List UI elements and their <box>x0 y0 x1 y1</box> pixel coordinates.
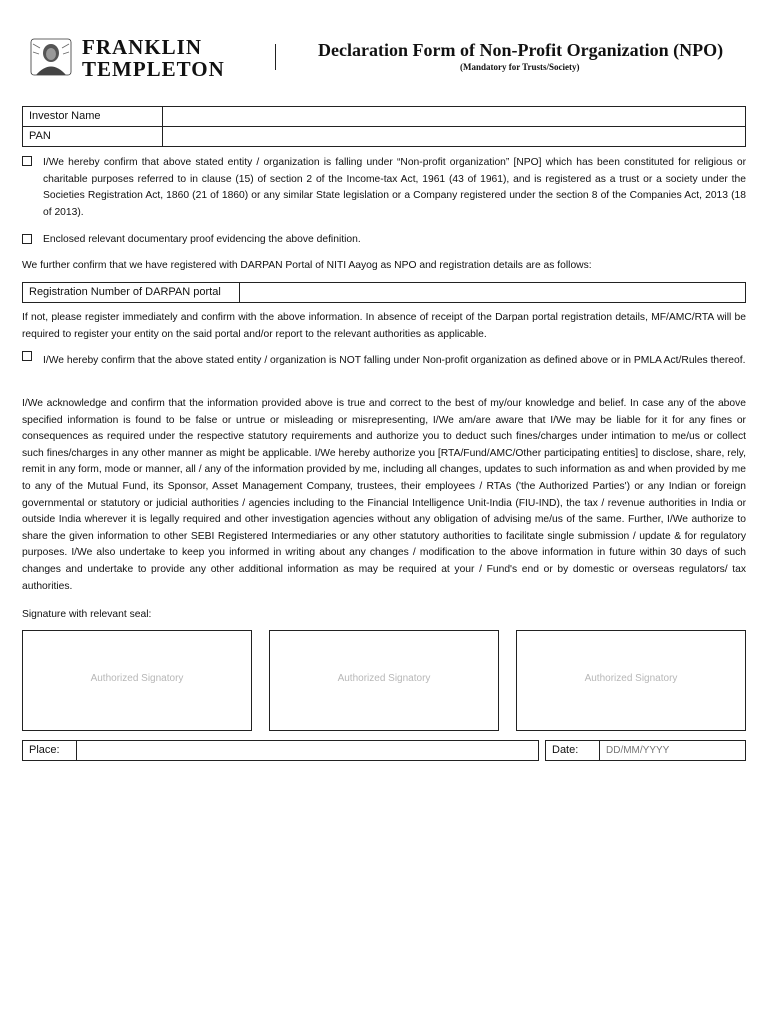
darpan-intro-text: We further confirm that we have registered with DARPAN Portal of NITI Aayog as NPO and registration details are as follows: <box>22 260 592 271</box>
signature-box-1[interactable] <box>22 630 252 731</box>
place-label: Place: <box>23 741 77 760</box>
darpan-registration-input[interactable] <box>240 283 745 302</box>
npo-confirm-checkbox[interactable] <box>22 156 32 166</box>
place-input[interactable] <box>77 741 538 760</box>
acknowledgement-text: I/We acknowledge and confirm that the information provided above is true and correct to the best of my/our knowledge and belief. In case any of the above specified information is found to be false or untrue or misleading or misrepresenting, I/We am/are aware that I/We may be liable for it for any fines or consequences as required under the respective statutory requirements and authorize you to deduct such fines/charges under intimation to me/us or collect such fines/charges in any other manner as might be applicable. I/We hereby authorize you [RTA/Fund/AMC/Other participating entities] to disclose, share, rely, remit in any form, mode or manner, all / any of the information provided by me, including all changes, updates to such information as and when provided by me to any of the Mutual Fund, its Sponsor, Asset Management Company, trustees, their employees / RTAs ('the Authorized Parties') or any Indian or foreign governmental or statutory or judicial authorities / agencies including to the Financial Intelligence Unit-India (FIU-IND), the tax / revenue authorities in India or outside India wherever it is legally required and other investigation agencies without any obligation of advising me/us of the same. Further, I/We authorize to share the given information to other SEBI Registered Intermediaries or any other statutory authorities to facilitate single submission / update & for regulatory purposes. I/We also undertake to keep you informed in writing about any changes / modification to the above information in future within 30 days of such changes and undertake to provide any other additional information as may be required at your / Fund's end or by domestic or overseas regulators/ tax authorities. <box>22 398 746 592</box>
signature-heading: Signature with relevant seal: <box>22 609 152 620</box>
signature-box-2[interactable] <box>269 630 499 731</box>
brand-name-line2: TEMPLETON <box>82 57 225 81</box>
date-label: Date: <box>546 741 600 760</box>
darpan-registration-label: Registration Number of DARPAN portal <box>23 283 240 302</box>
signature-placeholder: Authorized Signatory <box>90 673 184 684</box>
investor-name-label: Investor Name <box>23 107 163 126</box>
investor-name-row <box>22 106 746 127</box>
darpan-note-text: If not, please register immediately and confirm with the above information. In absence of receipt of the Darpan portal registration details, MF/AMC/RTA will be required to register your entity on the said portal and/or report to the relevant authorities as applicable. <box>22 312 746 340</box>
document-subtitle: (Mandatory for Trusts/Society) <box>460 62 580 72</box>
pan-label: PAN <box>23 127 163 146</box>
signature-placeholder: Authorized Signatory <box>337 673 431 684</box>
date-row <box>545 740 746 761</box>
franklin-portrait-logo-icon <box>30 38 72 76</box>
brand-name-line1: FRANKLIN <box>82 35 203 59</box>
not-npo-text: I/We hereby confirm that the above stated entity / organization is NOT falling under Non-profit organization as defined above or in PMLA Act/Rules thereof. <box>43 355 746 366</box>
document-title: Declaration Form of Non-Profit Organization (NPO) <box>318 40 724 60</box>
date-input[interactable] <box>600 741 745 760</box>
enclosed-proof-checkbox[interactable] <box>22 234 32 244</box>
darpan-registration-row <box>22 282 746 303</box>
header-divider <box>275 44 276 70</box>
pan-input[interactable] <box>163 127 745 146</box>
enclosed-proof-text: Enclosed relevant documentary proof evidencing the above definition. <box>43 234 361 245</box>
pan-row <box>22 126 746 147</box>
not-npo-checkbox[interactable] <box>22 351 32 361</box>
npo-confirm-text: I/We hereby confirm that above stated entity / organization is falling under “Non-profit organization” [NPO] which has been constituted for religious or charitable purposes referred to in clause (15) of section 2 of the Income-tax Act, 1961 (43 of 1961), and is registered as a trust or a society under the Societies Registration Act, 1860 (21 of 1860) or any similar State legislation or a Company registered under the section 8 of the Companies Act, 2013 (18 of 2013). <box>43 157 746 218</box>
investor-name-input[interactable] <box>163 107 745 126</box>
signature-placeholder: Authorized Signatory <box>584 673 678 684</box>
place-row <box>22 740 539 761</box>
signature-box-3[interactable] <box>516 630 746 731</box>
